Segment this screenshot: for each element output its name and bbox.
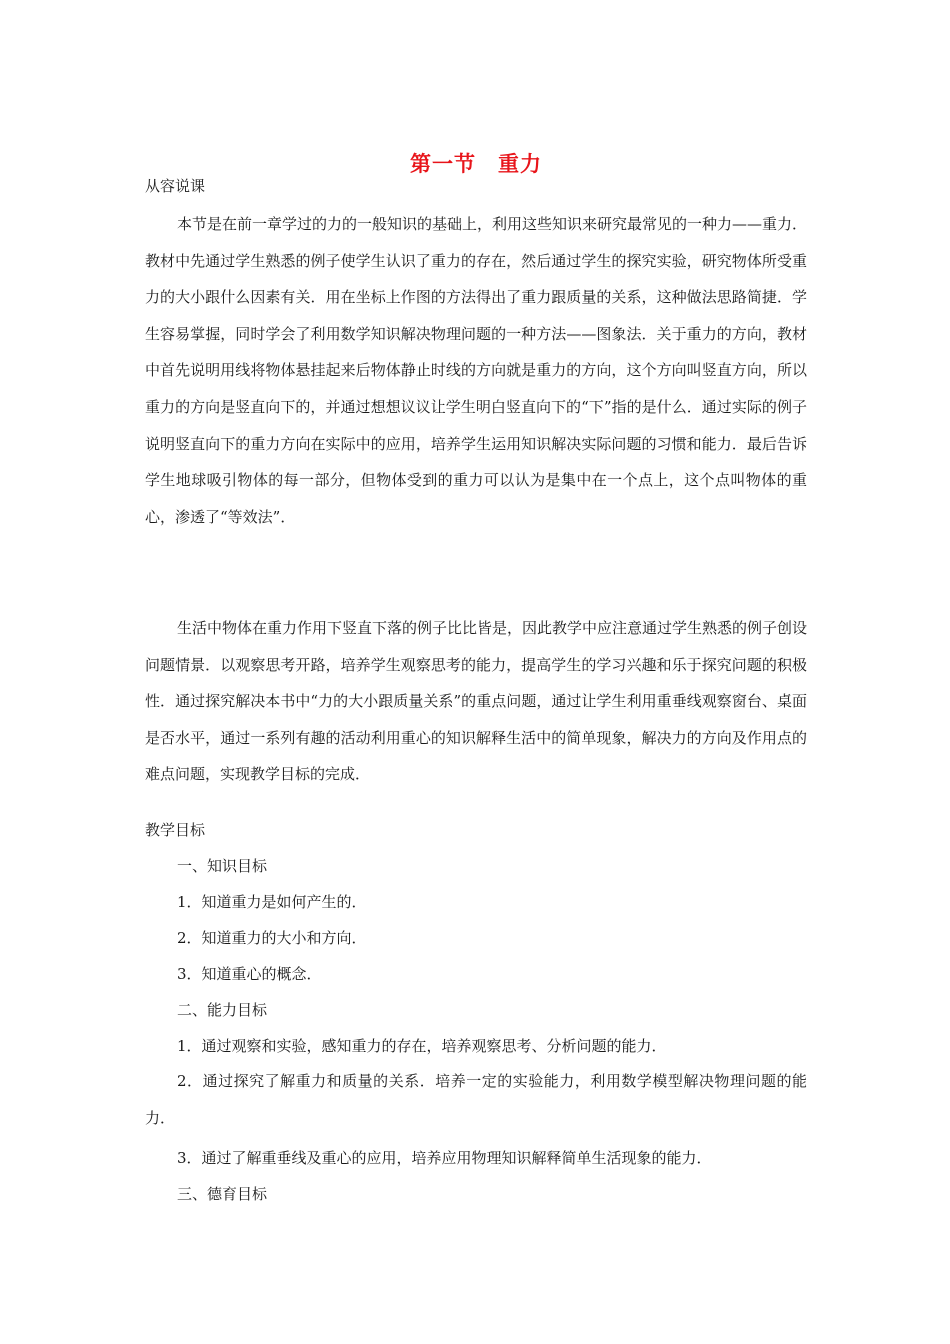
goal-heading-ability: 二、能力目标 <box>177 1001 268 1019</box>
goal-heading-moral: 三、德育目标 <box>177 1185 268 1203</box>
section-heading-teaching-goals: 教学目标 <box>145 821 206 839</box>
goal-item: 1．通过观察和实验，感知重力的存在，培养观察思考、分析问题的能力． <box>177 1037 667 1055</box>
goal-item: 3．通过了解重垂线及重心的应用，培养应用物理知识解释简单生活现象的能力． <box>177 1149 712 1167</box>
goal-item: 2．通过探究了解重力和质量的关系．培养一定的实验能力，利用数学模型解决物理问题的能力． <box>145 1072 807 1127</box>
page-title: 第一节 重力 <box>410 152 542 176</box>
goal-heading-knowledge: 一、知识目标 <box>177 857 268 875</box>
goal-item: 2．知道重力的大小和方向． <box>177 929 367 947</box>
section-heading-lesson-talk: 从容说课 <box>145 177 206 195</box>
goal-item: 1．知道重力是如何产生的． <box>177 893 367 911</box>
paragraph-teaching-approach: 生活中物体在重力作用下竖直下落的例子比比皆是，因此教学中应注意通过学生熟悉的例子创设问题情景．以观察思考开路，培养学生观察思考的能力，提高学生的学习兴趣和乐于探究问题的积极性．通过探究解决本书中“力的大小跟质量关系”的重点问题，通过让学生利用重垂线观察窗台、桌面是否水平，通过一系列有趣的活动利用重心的知识解释生活中的简单现象，解决力的方向及作用点的难点问题，实现教学目标的完成． <box>145 619 808 784</box>
goal-item: 3．知道重心的概念． <box>177 965 322 983</box>
paragraph-intro: 本节是在前一章学过的力的一般知识的基础上，利用这些知识来研究最常见的一种力——重力．教材中先通过学生熟悉的例子使学生认识了重力的存在，然后通过学生的探究实验，研究物体所受重力的大小跟什么因素有关．用在坐标上作图的方法得出了重力跟质量的关系，这种做法思路简捷．学生容易掌握，同时学会了利用数学知识解决物理问题的一种方法——图象法．关于重力的方向，教材中首先说明用线将物体悬挂起来后物体静止时线的方向就是重力的方向，这个方向叫竖直方向，所以重力的方向是竖直向下的，并通过想想议议让学生明白竖直向下的“下”指的是什么．通过实际的例子说明竖直向下的重力方向在实际中的应用，培养学生运用知识解决实际问题的习惯和能力．最后告诉学生地球吸引物体的每一部分，但物体受到的重力可以认为是集中在一个点上，这个点叫物体的重心，渗透了“等效法”． <box>145 215 808 526</box>
